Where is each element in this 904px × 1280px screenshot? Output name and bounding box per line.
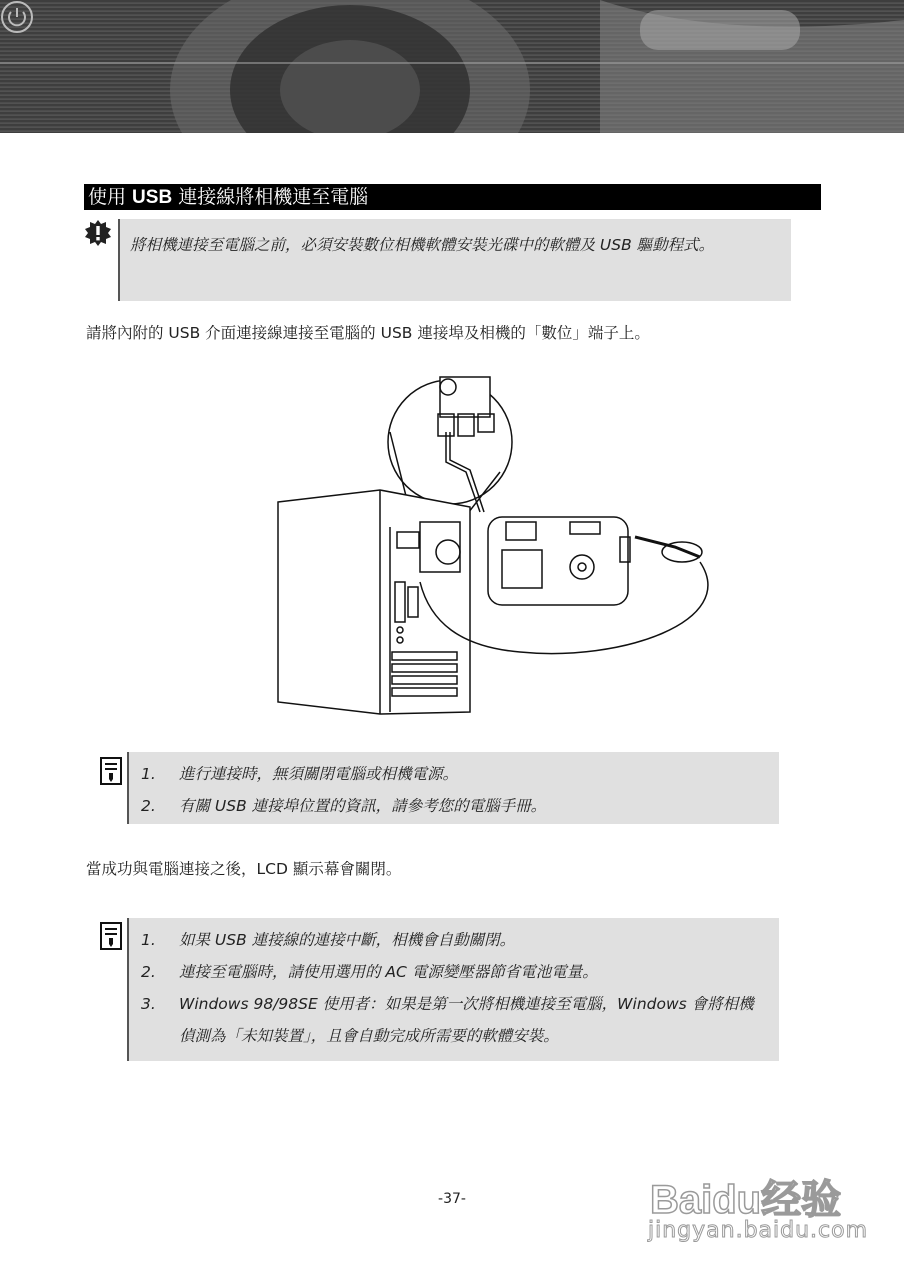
note-text: 連接至電腦時，請使用選用的 AC 電源變壓器節省電池電量。 — [179, 963, 598, 981]
title-suffix: 連接線將相機連至電腦 — [172, 186, 369, 208]
note-text: 如果 USB 連接線的連接中斷，相機會自動關閉。 — [179, 931, 516, 949]
caution-icon — [84, 219, 112, 247]
banner-artwork — [0, 0, 904, 133]
note-number: 1. — [141, 765, 156, 783]
note-box-2 — [127, 918, 779, 1061]
note-number: 2. — [141, 797, 156, 815]
note-item — [141, 758, 769, 790]
note-number: 3. — [141, 995, 156, 1013]
title-prefix: 使用 — [88, 186, 133, 208]
section-title — [84, 184, 821, 210]
note-icon — [100, 922, 122, 950]
title-bold: USB — [132, 187, 173, 208]
caution-text: 將相機連接至電腦之前，必須安裝數位相機軟體安裝光碟中的軟體及 USB 驅動程式。 — [130, 236, 715, 254]
note-item — [141, 956, 769, 988]
note-box-1 — [127, 752, 779, 824]
watermark-url: jingyan.baidu.com — [648, 1218, 869, 1243]
note-number: 1. — [141, 931, 156, 949]
usb-connection-illustration — [270, 362, 730, 718]
page-number: -37- — [438, 1191, 466, 1207]
watermark-logo: Baidu经验 — [650, 1178, 842, 1222]
note-text: 進行連接時，無須關閉電腦或相機電源。 — [179, 765, 459, 783]
intro-paragraph: 請將內附的 USB 介面連接線連接至電腦的 USB 連接埠及相機的「數位」端子上。 — [86, 324, 650, 342]
note-icon — [100, 757, 122, 785]
note-text: 有關 USB 連接埠位置的資訊，請參考您的電腦手冊。 — [179, 797, 547, 815]
power-icon — [0, 0, 34, 34]
note-number: 2. — [141, 963, 156, 981]
note-item — [141, 988, 769, 1052]
after-connect-paragraph: 當成功與電腦連接之後，LCD 顯示幕會關閉。 — [86, 860, 402, 878]
note-text: Windows 98/98SE 使用者：如果是第一次將相機連接至電腦，Windows 會將相機偵測為「未知裝置」，且會自動完成所需要的軟體安裝。 — [179, 995, 754, 1045]
header-banner — [0, 0, 904, 133]
caution-box — [118, 219, 791, 301]
note-item — [141, 924, 769, 956]
note-item — [141, 790, 769, 822]
